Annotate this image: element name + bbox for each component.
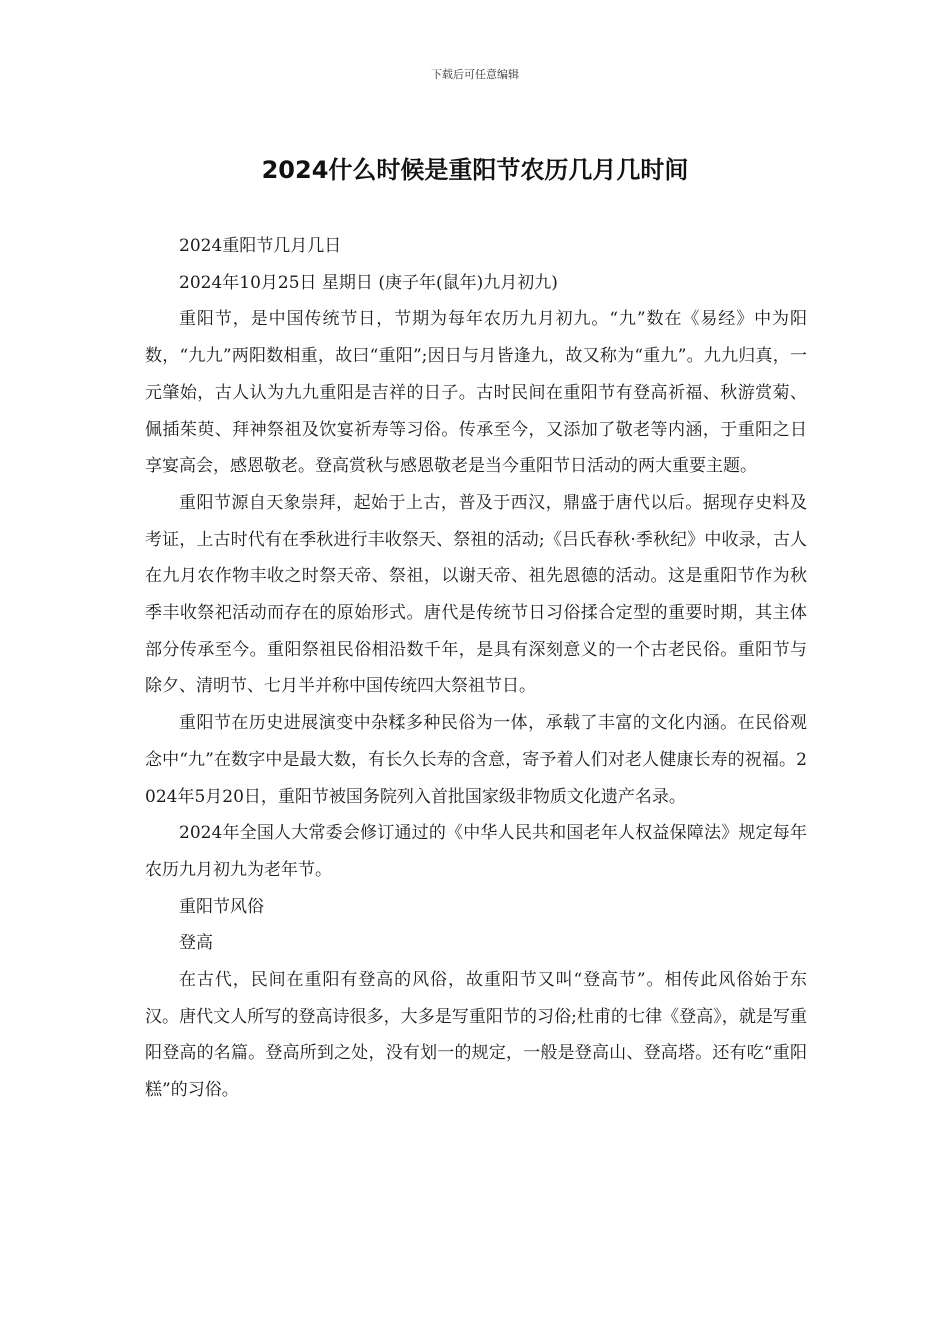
document-title: 2024什么时候是重阳节农历几月几时间 — [261, 156, 689, 184]
header-note: 下载后可任意编辑 — [431, 68, 519, 81]
paragraph-law: 2024年全国人大常委会修订通过的《中华人民共和国老年人权益保障法》规定每年农历九月初九为老年节。 — [145, 823, 807, 880]
section-heading-customs: 重阳节风俗 — [179, 896, 264, 917]
paragraph-intro: 重阳节，是中国传统节日，节期为每年农历九月初九。“九”数在《易经》中为阳数，“九九”两阳数相重，故曰“重阳”;因日与月皆逢九，故又称为“重九”。九九归真，一元肇始，古人认为九九重阳是吉祥的日子。古时民间在重阳节有登高祈福、秋游赏菊、佩插茱萸、拜神祭祖及饮宴祈寿等习俗。传承至今，又添加了敬老等内涵，于重阳之日享宴高会，感恩敬老。登高赏秋与感恩敬老是当今重阳节日活动的两大重要主题。 — [145, 309, 807, 477]
paragraph-culture: 重阳节在历史进展演变中杂糅多种民俗为一体，承载了丰富的文化内涵。在民俗观念中“九”在数字中是最大数，有长久长寿的含意，寄予着人们对老人健康长寿的祝福。2024年5月20日，重阳节被国务院列入首批国家级非物质文化遗产名录。 — [145, 713, 807, 807]
document-body — [145, 228, 807, 1109]
subsection-heading-climbing: 登高 — [179, 933, 213, 954]
paragraph-date-detail: 2024年10月25日 星期日 (庚子年(鼠年)九月初九) — [179, 272, 558, 293]
paragraph-date-heading: 2024重阳节几月几日 — [179, 236, 342, 256]
paragraph-origin: 重阳节源自天象崇拜，起始于上古，普及于西汉，鼎盛于唐代以后。据现存史料及考证，上古时代有在季秋进行丰收祭天、祭祖的活动;《吕氏春秋·季秋纪》中收录，古人在九月农作物丰收之时祭天帝、祭祖，以谢天帝、祖先恩德的活动。这是重阳节作为秋季丰收祭祀活动而存在的原始形式。唐代是传统节日习俗揉合定型的重要时期，其主体部分传承至今。重阳祭祖民俗相沿数千年，是具有深刻意义的一个古老民俗。重阳节与除夕、清明节、七月半并称中国传统四大祭祖节日。 — [145, 492, 807, 697]
paragraph-climbing: 在古代，民间在重阳有登高的风俗，故重阳节又叫“登高节”。相传此风俗始于东汉。唐代文人所写的登高诗很多，大多是写重阳节的习俗;杜甫的七律《登高》，就是写重阳登高的名篇。登高所到之处，没有划一的规定，一般是登高山、登高塔。还有吃“重阳糕”的习俗。 — [145, 970, 807, 1101]
